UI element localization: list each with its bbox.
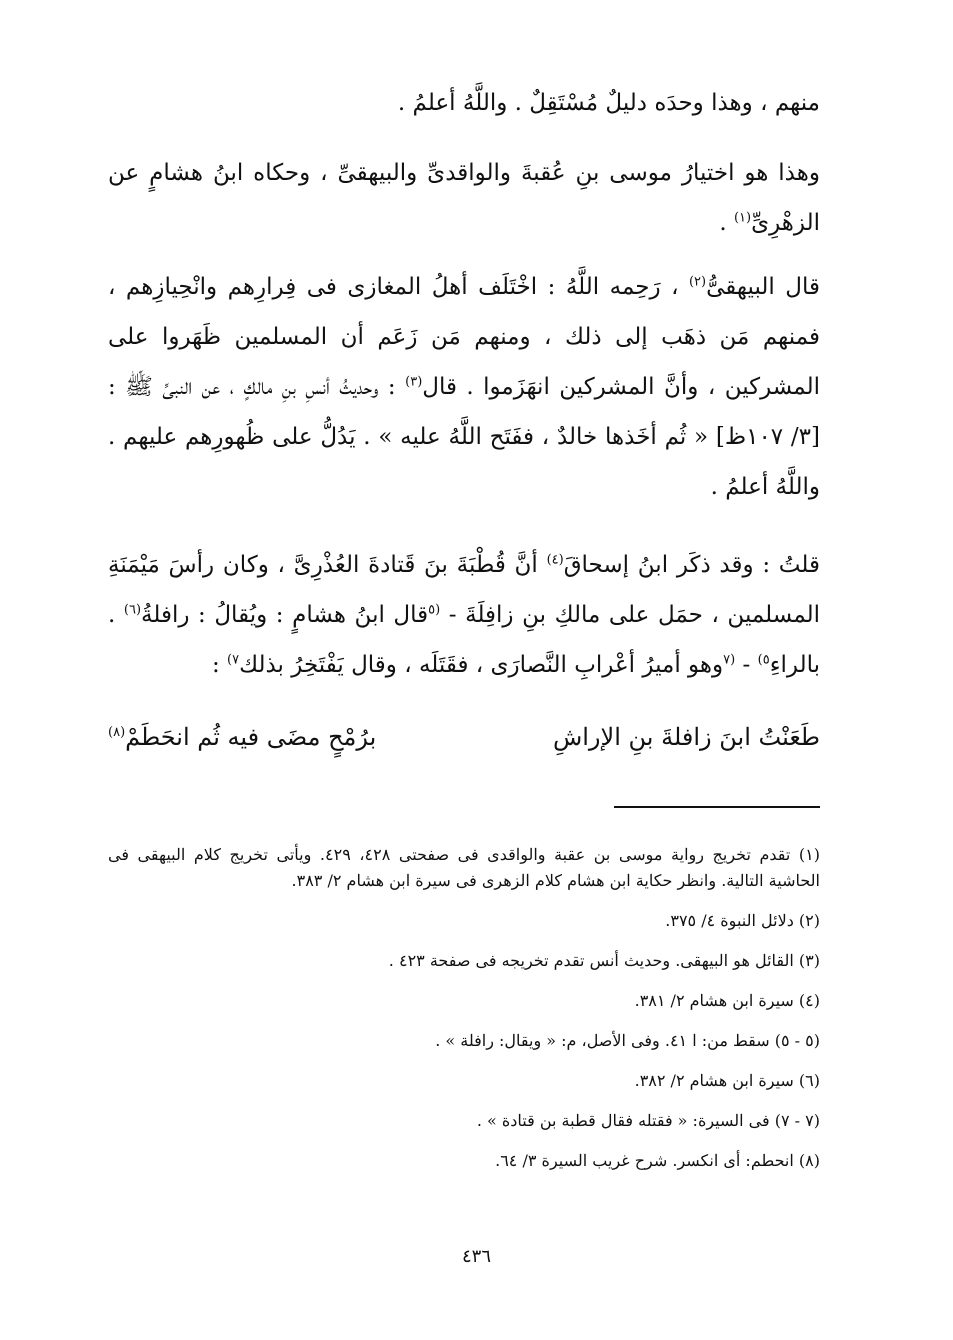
footnote-ref-2: (٢)	[688, 274, 707, 290]
footnote-ref-7-close: ٧)	[227, 652, 240, 668]
footnote-separator	[614, 806, 820, 808]
paragraph-4-part-a: قلتُ : وقد ذكَر ابنُ إسحاقَ	[563, 552, 820, 578]
paragraph-3	[108, 262, 820, 512]
paragraph-2	[108, 148, 820, 248]
verse-first-hemistich: طَعَنْتُ ابنَ زافلةَ بنِ الإراشِ	[552, 723, 820, 751]
paragraph-2-text	[108, 148, 820, 248]
footnote-5: (٥ - ٥) سقط من: ا ٤١. وفى الأصل، م: « ويقال: رافلة » .	[435, 1031, 820, 1050]
paragraph-3-part-b: ، رَحِمه اللَّهُ : اخْتَلَف أهلُ المغازى فى فِرارِهم وانْحِيازِهم ، فمنهم مَن ذهَب إلى ذلك ، ومنهم مَن زَعَم أن المسلمين ظَهَروا على المشركين ، وأنَّ المشركين انهَزَموا . قال	[108, 274, 820, 400]
footnote-ref-1: (١)	[733, 210, 752, 226]
verse-second-hemistich: برُمْحٍ مضَى فيه ثُم انحَطَمْ	[125, 723, 377, 751]
footnote-1: (١) تقدم تخريج رواية موسى بن عقبة والواقدى فى صفحتى ٤٢٨، ٤٢٩. ويأتى تخريج كلام البيهقى فى الحاشية التالية. وانظر حكاية ابن هشام كلام الزهرى فى سيرة ابن هشام ٢/ ٣٨٣.	[108, 845, 821, 890]
poetry-verse	[108, 712, 820, 762]
paragraph-3-text	[108, 262, 820, 512]
footnote-8: (٨) انحطم: أى انكسر. شرح غريب السيرة ٣/ ٦٤.	[495, 1151, 820, 1170]
footnote-ref-8: (٨)	[108, 725, 126, 740]
footnote-ref-5-open: (٥	[428, 602, 441, 618]
footnote-7: (٧ - ٧) فى السيرة: « فقتله فقال قطبة بن قتادة » .	[476, 1111, 820, 1130]
footnote-4: (٤) سيرة ابن هشام ٢/ ٣٨١.	[634, 991, 820, 1010]
page-number: ٤٣٦	[461, 1246, 491, 1267]
paragraph-4-part-b: أنَّ قُطْبَةَ بنَ قَتادةَ العُذْرِىَّ ، وكان رأسَ مَيْمَنَةِ المسلمين ، حمَل على مالكِ بنِ زافِلَةَ -	[108, 552, 821, 628]
paragraph-3-part-a: قال البيهقىُّ	[706, 274, 820, 300]
paragraph-2-part-b: .	[719, 210, 734, 236]
verse-second-hemistich-wrap	[108, 712, 376, 762]
paragraph-4-text	[108, 540, 820, 690]
paragraph-2-part-a: وهذا هو اختيارُ موسى بنِ عُقبةَ والواقدىِّ والبيهقىِّ ، وحكاه ابنُ هشامٍ عن الزهْرِىِّ	[108, 160, 820, 236]
footnote-2: (٢) دلائل النبوة ٤/ ٣٧٥.	[665, 911, 820, 930]
paragraph-4-part-g: :	[211, 652, 228, 678]
paragraph-4-part-f: وهو أميرُ أعْرابِ النَّصارَى ، فقَتَلَه ، وقال يَفْتَخِرُ بذلك	[239, 652, 724, 678]
paragraph-3-part-c: : وحديثُ أنسِ بنِ مالكٍ ، عن النبىِّ ﷺ : [٣/ ١٠٧ظ] « ثُم أخَذها خالدٌ ، ففَتَح اللَّهُ عليه » . يَدُلُّ على ظُهورِهم عليهم . واللَّهُ أعلمُ .	[108, 374, 820, 500]
footnote-3: (٣) القائل هو البيهقى. وحديث أنس تقدم تخريجه فى صفحة ٤٢٣ .	[388, 951, 820, 970]
paragraph-1-text: منهم ، وهذا وحدَه دليلٌ مُسْتَقِلٌ . واللَّهُ أعلمُ .	[397, 90, 820, 116]
footnote-ref-5-close: ٥)	[757, 652, 770, 668]
footnote-ref-7-open: (٧	[723, 652, 736, 668]
paragraph-4	[108, 540, 820, 690]
footnote-ref-3: (٣)	[405, 374, 423, 390]
footnote-6: (٦) سيرة ابن هشام ٢/ ٣٨٢.	[634, 1071, 820, 1090]
paragraph-1	[108, 78, 820, 128]
footnote-ref-6: (٦)	[123, 602, 142, 618]
footnote-ref-4: (٤)	[546, 552, 564, 568]
paragraph-4-part-c: قال ابنُ هشامٍ : ويُقالُ : رافلةُ	[141, 602, 429, 628]
footnotes	[108, 842, 820, 1188]
paragraph-4-part-d: . بالراءِ	[108, 602, 820, 678]
paragraph-4-part-e: -	[735, 652, 758, 678]
